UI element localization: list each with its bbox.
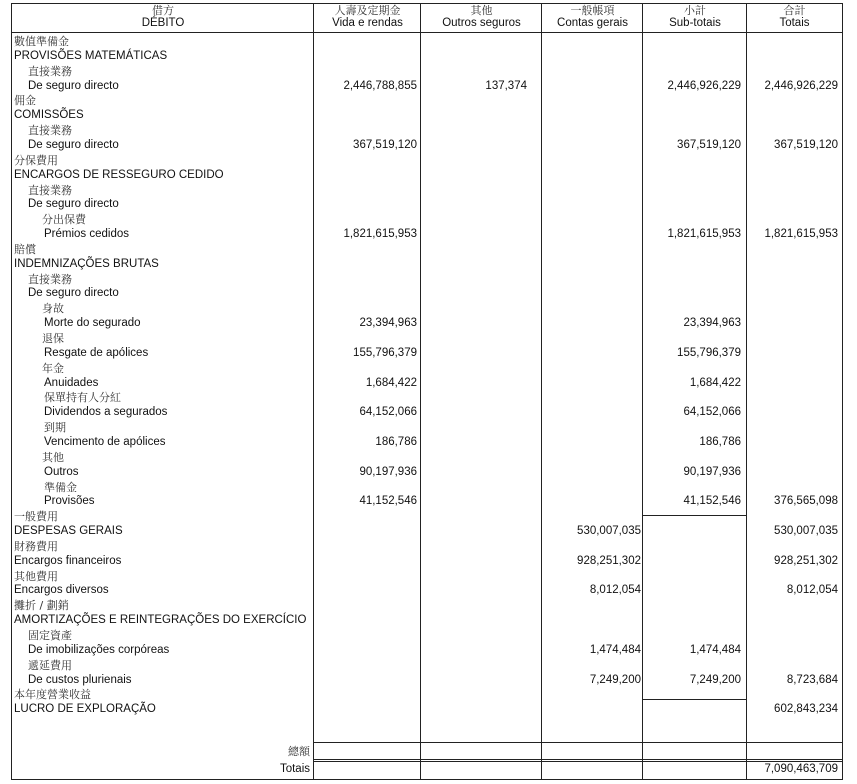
- table-row: [12, 509, 842, 524]
- row-label-zh: 分出保費: [42, 213, 86, 227]
- cell-totais: 8,012,054: [786, 584, 838, 597]
- cell-sub-totais: 41,152,546: [683, 495, 741, 508]
- cell-totais: 928,251,302: [774, 554, 838, 567]
- cell-totais: 367,519,120: [774, 138, 838, 151]
- row-label-zh: 保單持有人分紅: [44, 391, 121, 405]
- cell-totais: 376,565,098: [774, 495, 838, 508]
- cell-totais: 8,723,684: [786, 673, 838, 686]
- table-row: [12, 569, 842, 584]
- cell-vida-e-rendas: 155,796,379: [353, 346, 417, 359]
- table-row: [12, 301, 842, 316]
- table-row: [12, 257, 842, 272]
- cell-sub-totais: 186,786: [699, 435, 741, 448]
- cell-sub-totais: 23,394,963: [683, 317, 741, 330]
- table-row: [12, 183, 842, 198]
- table-row: [12, 272, 842, 287]
- header-vida-pt: Vida e rendas: [332, 17, 403, 29]
- header-contas-pt: Contas gerais: [557, 17, 628, 29]
- grand-total: 7,090,463,709: [764, 763, 838, 775]
- row-label-zh: 財務費用: [14, 539, 58, 553]
- table-row: [12, 613, 842, 628]
- cell-sub-totais: 1,684,422: [689, 376, 741, 389]
- header-debito-pt: DÉBITO: [141, 17, 185, 29]
- table-row: [12, 227, 842, 242]
- table-row: [12, 212, 842, 227]
- cell-vida-e-rendas: 1,684,422: [365, 376, 417, 389]
- table-row: [12, 390, 842, 405]
- header-vida-zh: 人壽及定期金: [334, 4, 401, 17]
- cell-sub-totais: 90,197,936: [683, 465, 741, 478]
- debit-table: [11, 3, 843, 780]
- cell-vida-e-rendas: 186,786: [375, 435, 417, 448]
- row-label-zh: 分保費用: [14, 153, 58, 167]
- header-outros-pt: Outros seguros: [442, 17, 521, 29]
- table-row: [12, 450, 842, 465]
- table-row: [12, 153, 842, 168]
- row-label-zh: 本年度營業收益: [14, 688, 91, 702]
- header-outros: [421, 4, 542, 33]
- row-label-zh: 固定資產: [28, 629, 72, 642]
- row-label: DESPESAS GERAIS: [14, 525, 123, 538]
- row-label-zh: 到期: [44, 421, 66, 435]
- totals-rule-1: [313, 742, 842, 743]
- table-row: [12, 242, 842, 257]
- table-row: [12, 123, 842, 138]
- row-label: COMISSÕES: [14, 109, 84, 122]
- row-label-zh: 直接業務: [28, 64, 72, 78]
- footer-total-pt: Totais: [279, 763, 310, 775]
- row-label-zh: 賠償: [14, 242, 36, 256]
- table-row: [12, 658, 842, 673]
- row-label: PROVISÕES MATEMÁTICAS: [14, 49, 168, 62]
- cell-vida-e-rendas: 64,152,066: [359, 406, 417, 419]
- row-label-zh: 身故: [42, 302, 64, 316]
- header-subtotais-pt: Sub-totais: [669, 17, 721, 29]
- cell-totais: 2,446,926,229: [764, 79, 838, 92]
- table-row: [12, 138, 842, 153]
- cell-vida-e-rendas: 90,197,936: [359, 465, 417, 478]
- table-row: [12, 598, 842, 613]
- table-row: [12, 524, 842, 539]
- table-row: [12, 93, 842, 108]
- row-label-zh: 其他費用: [14, 569, 58, 583]
- table-row: [12, 628, 842, 643]
- row-label-zh: 年金: [42, 361, 64, 375]
- cell-sub-totais: 7,249,200: [689, 673, 741, 686]
- table-row: [12, 554, 842, 569]
- cell-vida-e-rendas: 41,152,546: [359, 495, 417, 508]
- row-label: De imobilizações corpóreas: [28, 643, 170, 656]
- row-label: De custos plurienais: [28, 673, 132, 686]
- cell-outros-seguros: 137,374: [485, 79, 527, 92]
- table-row: [12, 480, 842, 495]
- table-row: [12, 702, 842, 717]
- row-label: Vencimento de apólices: [44, 435, 166, 448]
- cell-totais: 1,821,615,953: [764, 228, 838, 241]
- row-label: De seguro directo: [28, 198, 119, 211]
- row-label-zh: 攤折 / 劃銷: [14, 599, 69, 613]
- header-subtotais-zh: 小計: [684, 4, 706, 17]
- row-label-zh: 其他: [42, 450, 64, 464]
- cell-vida-e-rendas: 1,821,615,953: [343, 228, 417, 241]
- table-row: [12, 286, 842, 301]
- row-label-zh: 遞延費用: [28, 658, 72, 672]
- row-label-zh: 準備金: [44, 480, 77, 494]
- header-totais-pt: Totais: [779, 17, 810, 29]
- cell-contas-gerais: 530,007,035: [577, 525, 641, 538]
- header-totais: [747, 4, 842, 33]
- table-row: [12, 539, 842, 554]
- table-row: [12, 435, 842, 450]
- table-row: [12, 49, 842, 64]
- cell-sub-totais: 64,152,066: [683, 406, 741, 419]
- table-row: [12, 376, 842, 391]
- row-label: Encargos diversos: [14, 584, 109, 597]
- row-label: Dividendos a segurados: [44, 406, 168, 419]
- table-row: [12, 420, 842, 435]
- table-row: [12, 64, 842, 79]
- header-outros-zh: 其他: [470, 4, 493, 17]
- cell-vida-e-rendas: 23,394,963: [359, 317, 417, 330]
- table-row: [12, 643, 842, 658]
- header-vida: [314, 4, 421, 33]
- row-label: De seguro directo: [28, 138, 119, 151]
- cell-contas-gerais: 7,249,200: [589, 673, 641, 686]
- row-label: LUCRO DE EXPLORAÇÃO: [14, 703, 156, 716]
- table-row: [12, 331, 842, 346]
- cell-sub-totais: 367,519,120: [677, 138, 741, 151]
- table-row: [12, 108, 842, 123]
- row-label: Provisões: [44, 495, 95, 508]
- row-label: AMORTIZAÇÕES E REINTEGRAÇÕES DO EXERCÍCIO: [14, 614, 307, 627]
- row-label-zh: 直接業務: [28, 124, 72, 138]
- table-row: [12, 465, 842, 480]
- header-contas: [542, 4, 643, 33]
- row-label: ENCARGOS DE RESSEGURO CEDIDO: [14, 168, 224, 181]
- table-row: [12, 197, 842, 212]
- cell-totais: 530,007,035: [774, 525, 838, 538]
- header-subtotais: [643, 4, 747, 33]
- row-label: Resgate de apólices: [44, 346, 149, 359]
- table-row: [12, 494, 842, 509]
- cell-sub-totais: 2,446,926,229: [667, 79, 741, 92]
- row-label-zh: 數值準備金: [14, 35, 69, 48]
- table-row: [12, 316, 842, 331]
- table-row: [12, 79, 842, 94]
- cell-contas-gerais: 8,012,054: [589, 584, 641, 597]
- row-label: Outros: [44, 465, 79, 478]
- row-label: Prémios cedidos: [44, 228, 130, 241]
- row-label: INDEMNIZAÇÕES BRUTAS: [14, 257, 159, 270]
- cell-vida-e-rendas: 2,446,788,855: [343, 79, 417, 92]
- row-label-zh: 佣金: [14, 94, 36, 108]
- cell-sub-totais: 1,821,615,953: [667, 228, 741, 241]
- footer-total-zh: 總額: [288, 745, 310, 758]
- table-row: [12, 346, 842, 361]
- cell-vida-e-rendas: 367,519,120: [353, 138, 417, 151]
- cell-contas-gerais: 1,474,484: [589, 643, 641, 656]
- row-label-zh: 直接業務: [28, 183, 72, 197]
- totals-rule-2: [313, 759, 842, 760]
- table-row: [12, 583, 842, 598]
- row-label: De seguro directo: [28, 287, 119, 300]
- table-row: [12, 168, 842, 183]
- row-label-zh: 退保: [42, 332, 64, 345]
- row-label-zh: 一般費用: [14, 510, 58, 524]
- header-debito: [12, 4, 314, 33]
- table-row: [12, 687, 842, 702]
- table-row: [12, 673, 842, 688]
- table-row: [12, 405, 842, 420]
- cell-totais: 602,843,234: [774, 703, 838, 716]
- row-label: Encargos financeiros: [14, 554, 122, 567]
- table-row: [12, 34, 842, 49]
- header-totais-zh: 合計: [783, 4, 806, 17]
- header-debito-zh: 借方: [152, 4, 174, 17]
- header-divider: [12, 32, 842, 33]
- cell-sub-totais: 1,474,484: [689, 643, 741, 656]
- header-contas-zh: 一般帳項: [570, 4, 615, 17]
- cell-sub-totais: 155,796,379: [677, 346, 741, 359]
- cell-contas-gerais: 928,251,302: [577, 554, 641, 567]
- row-label: Anuidades: [44, 376, 99, 389]
- totals-rule-3: [313, 761, 842, 762]
- table-row: [12, 361, 842, 376]
- row-label-zh: 直接業務: [28, 272, 72, 286]
- row-label: Morte do segurado: [44, 317, 141, 330]
- row-label: De seguro directo: [28, 79, 119, 92]
